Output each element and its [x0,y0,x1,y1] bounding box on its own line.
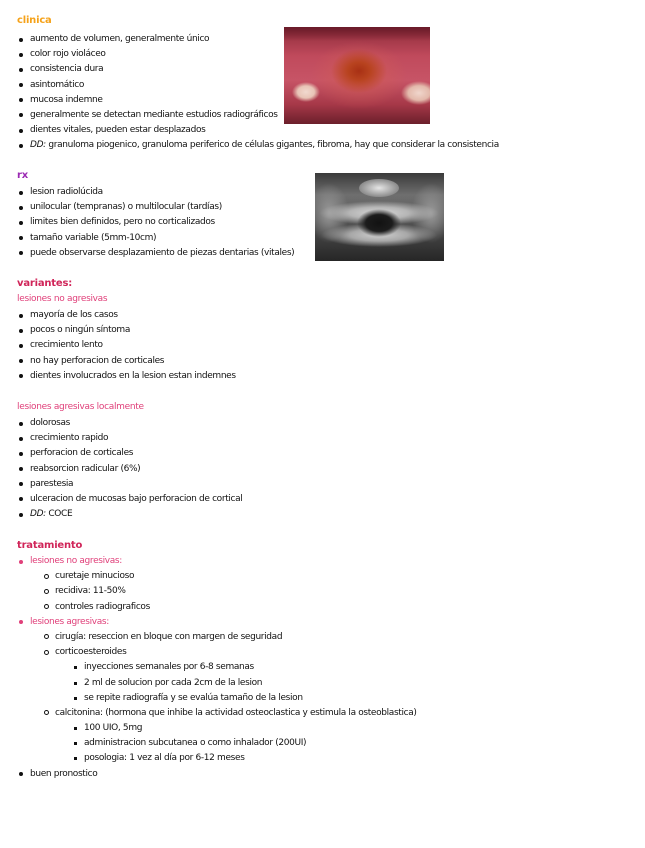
list-item: pocos o ningún síntoma [0,323,236,338]
list-item: calcitonina: (hormona que inhibe la actividad osteoclastica y estimula la osteoblastica) [0,706,417,721]
photo-shade [284,27,430,41]
list-item: crecimiento rapido [0,431,242,446]
list-item: recidiva: 11-50% [0,584,417,599]
list-item: curetaje minucioso [0,569,417,584]
circle-bullet-icon [44,574,49,579]
variantes-heading: variantes: [17,278,73,289]
circle-bullet-icon [44,589,49,594]
list-item: reabsorcion radicular (6%) [0,462,242,477]
list-item: color rojo violáceo [0,47,499,62]
bullet-icon [19,38,23,42]
list-item-dd: DD: granuloma piogenico, granuloma periferico de células gigantes, fibroma, hay que considerar la consistencia [0,138,499,153]
list-item: inyecciones semanales por 6-8 semanas [0,660,417,675]
bullet-icon [19,560,23,564]
list-item: dientes involucrados en la lesion estan indemnes [0,369,236,384]
bullet-icon [19,68,23,72]
list-item: mayoría de los casos [0,308,236,323]
list-item: lesion radiolúcida [0,185,294,200]
list-item: mucosa indemne [0,93,499,108]
list-item: 100 UIO, 5mg [0,721,417,736]
no-agresivas-list [0,308,236,384]
list-item: tamaño variable (5mm-10cm) [0,231,294,246]
list-item: limites bien definidos, pero no corticalizados [0,215,294,230]
square-bullet-icon [74,682,77,685]
bullet-icon [19,329,23,333]
panoramic-radiograph [315,173,444,261]
bullet-icon [19,452,23,456]
list-item: cirugía: reseccion en bloque con margen de seguridad [0,630,417,645]
list-item: se repite radiografía y se evalúa tamaño de la lesion [0,691,417,706]
bullet-icon [19,344,23,348]
square-bullet-icon [74,697,77,700]
bullet-icon [19,422,23,426]
list-item-pronostico: buen pronostico [0,767,417,782]
clinical-photo [284,27,430,124]
bullet-icon [19,437,23,441]
agresivas-list [0,416,242,522]
bullet-icon [19,620,23,624]
list-item: ulceracion de mucosas bajo perforacion de cortical [0,492,242,507]
list-item: dolorosas [0,416,242,431]
list-item: unilocular (tempranas) o multilocular (tardías) [0,200,294,215]
list-item: aumento de volumen, generalmente único [0,32,499,47]
circle-bullet-icon [44,634,49,639]
list-item-agresivas: lesiones agresivas: [0,615,417,630]
list-item: crecimiento lento [0,338,236,353]
circle-bullet-icon [44,650,49,655]
tratamiento-heading: tratamiento [17,540,83,551]
list-item: posologia: 1 vez al día por 6-12 meses [0,751,417,766]
square-bullet-icon [74,666,77,669]
bullet-icon [19,374,23,378]
bullet-icon [19,482,23,486]
list-item: parestesia [0,477,242,492]
tratamiento-list [0,554,417,782]
bullet-icon [19,206,23,210]
bullet-icon [19,314,23,318]
list-item-no-agresivas: lesiones no agresivas: [0,554,417,569]
bullet-icon [19,513,23,517]
bullet-icon [19,98,23,102]
bullet-icon [19,144,23,148]
list-item: consistencia dura [0,62,499,77]
bullet-icon [19,53,23,57]
list-item: dientes vitales, pueden estar desplazados [0,123,499,138]
list-item: generalmente se detectan mediante estudios radiográficos [0,108,499,123]
no-agresivas-label: lesiones no agresivas [17,294,108,304]
bullet-icon [19,359,23,363]
bullet-icon [19,129,23,133]
square-bullet-icon [74,742,77,745]
circle-bullet-icon [44,710,49,715]
list-item-dd: DD: COCE [0,507,242,522]
bullet-icon [19,497,23,501]
list-item: puede observarse desplazamiento de piezas dentarias (vitales) [0,246,294,261]
bullet-icon [19,467,23,471]
bullet-icon [19,772,23,776]
list-item: no hay perforacion de corticales [0,354,236,369]
bullet-icon [19,236,23,240]
bullet-icon [19,221,23,225]
radiograph-shade [359,179,399,197]
circle-bullet-icon [44,604,49,609]
clinica-heading: clinica [17,15,52,26]
agresivas-label: lesiones agresivas localmente [17,402,144,412]
bullet-icon [19,83,23,87]
bullet-icon [19,251,23,255]
square-bullet-icon [74,727,77,730]
list-item: perforacion de corticales [0,446,242,461]
list-item: administracion subcutanea o como inhalador (200UI) [0,736,417,751]
list-item: corticoesteroides [0,645,417,660]
bullet-icon [19,191,23,195]
list-item: asintomático [0,78,499,93]
list-item: controles radiograficos [0,600,417,615]
rx-list [0,185,294,261]
square-bullet-icon [74,757,77,760]
bullet-icon [19,113,23,117]
rx-heading: rx [17,170,28,181]
list-item: 2 ml de solucion por cada 2cm de la lesion [0,676,417,691]
